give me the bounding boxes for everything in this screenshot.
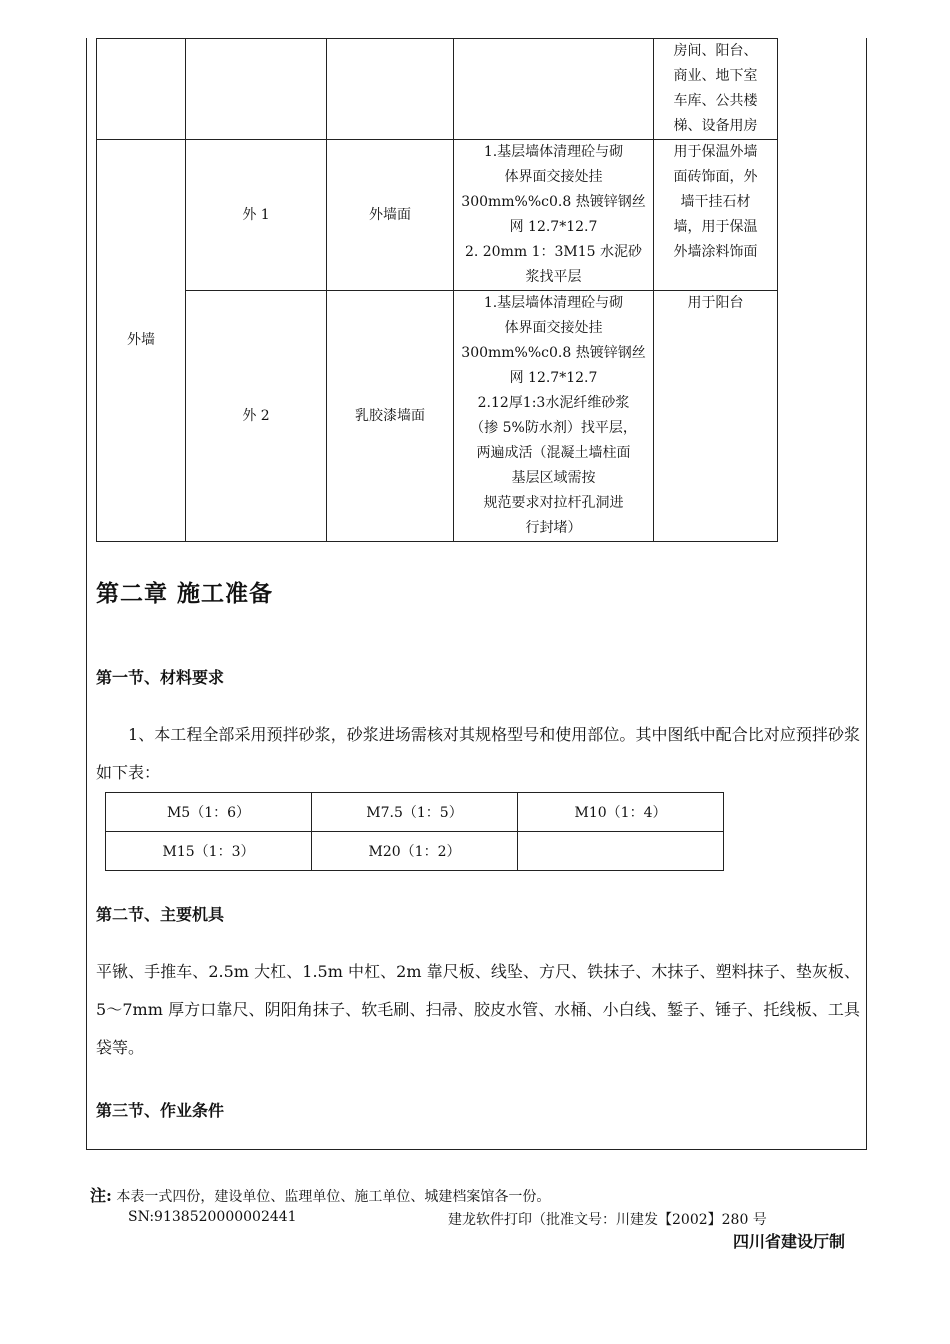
name-cell: 外墙面 xyxy=(327,140,454,291)
table-cell: M15（1：3） xyxy=(106,832,312,871)
method-line: 基层区域需按 xyxy=(511,470,596,486)
usage-line: 用于阳台 xyxy=(687,295,744,311)
paragraph: 平锹、手推车、2.5m 大杠、1.5m 中杠、2m 靠尺板、线坠、方尺、铁抹子、木抹子、塑料抹子、垫灰板、5～7mm 厚方口靠尺、阴阳角抹子、软毛刷、扫帚、胶皮水管、水桶、小白线、錾子、锤子、托线板、工具袋等。 xyxy=(96,962,860,1057)
category-cell: 外墙 xyxy=(97,140,186,542)
usage-line: 商业、地下室 xyxy=(673,68,758,84)
method-cell xyxy=(454,291,654,542)
table-cell xyxy=(454,39,654,140)
serial-number: SN:9138520000002441 xyxy=(128,1209,297,1225)
usage-line: 梯、设备用房 xyxy=(673,118,758,134)
table-cell xyxy=(518,832,724,871)
table-cell: M20（1：2） xyxy=(312,832,518,871)
method-line: 两遍成活（混凝土墙柱面 xyxy=(476,445,631,461)
method-line: 300mm%%c0.8 热镀锌钢丝 xyxy=(461,345,646,361)
table-cell xyxy=(97,39,186,140)
usage-cell xyxy=(654,291,778,542)
code-cell: 外 2 xyxy=(186,291,327,542)
table-cell: M7.5（1：5） xyxy=(312,793,518,832)
section-title: 第二节、主要机具 xyxy=(96,905,225,924)
code-cell: 外 1 xyxy=(186,140,327,291)
section-title: 第三节、作业条件 xyxy=(96,1101,225,1120)
usage-line: 车库、公共楼 xyxy=(673,93,758,109)
method-cell xyxy=(454,140,654,291)
chapter-title: 第二章 施工准备 xyxy=(96,580,274,607)
method-line: 体界面交接处挂 xyxy=(504,320,603,336)
issuer: 四川省建设厅制 xyxy=(733,1232,846,1251)
method-line: 行封堵） xyxy=(525,520,582,536)
wall-finish-table xyxy=(96,38,778,542)
print-info: 建龙软件打印（批准文号：川建发【2002】280 号 xyxy=(448,1212,767,1228)
method-line: 300mm%%c0.8 热镀锌钢丝 xyxy=(461,194,646,210)
method-line: 2.12厚1:3水泥纤维砂浆 xyxy=(477,395,630,411)
table-row xyxy=(97,140,778,291)
mix-ratio-table xyxy=(105,792,724,871)
method-line: 1.基层墙体清理砼与砌 xyxy=(483,295,624,311)
table-row xyxy=(106,793,724,832)
note-text: 本表一式四份，建设单位、监理单位、施工单位、城建档案馆各一份。 xyxy=(116,1189,551,1205)
note-label: 注: xyxy=(90,1186,112,1205)
section-title: 第一节、材料要求 xyxy=(96,668,225,687)
table-cell: M5（1：6） xyxy=(106,793,312,832)
table-cell xyxy=(186,39,327,140)
table-row xyxy=(106,832,724,871)
usage-cell xyxy=(654,39,778,140)
usage-line: 用于保温外墙 xyxy=(673,144,758,160)
footer-note xyxy=(90,1183,550,1206)
method-line: 规范要求对拉杆孔洞进 xyxy=(483,495,624,511)
usage-line: 墙干挂石材 xyxy=(680,194,751,210)
method-line: 网 12.7*12.7 xyxy=(509,219,598,235)
usage-cell xyxy=(654,140,778,291)
usage-line: 外墙涂料饰面 xyxy=(673,244,758,260)
usage-line: 面砖饰面，外 xyxy=(673,169,758,185)
method-line: 体界面交接处挂 xyxy=(504,169,603,185)
table-cell: M10（1：4） xyxy=(518,793,724,832)
method-line: 1.基层墙体清理砼与砌 xyxy=(483,144,624,160)
usage-line: 墙，用于保温 xyxy=(673,219,758,235)
method-line: 网 12.7*12.7 xyxy=(509,370,598,386)
table-row xyxy=(97,39,778,140)
usage-line: 房间、阳台、 xyxy=(673,43,758,59)
method-line: 浆找平层 xyxy=(525,269,582,285)
method-line: （掺 5%防水剂）找平层， xyxy=(470,420,637,436)
name-cell: 乳胶漆墙面 xyxy=(327,291,454,542)
table-row xyxy=(97,291,778,542)
paragraph: 1、本工程全部采用预拌砂浆，砂浆进场需核对其规格型号和使用部位。其中图纸中配合比对应预拌砂浆如下表： xyxy=(96,725,860,782)
method-line: 2. 20mm 1：3M15 水泥砂 xyxy=(464,244,643,260)
table-cell xyxy=(327,39,454,140)
